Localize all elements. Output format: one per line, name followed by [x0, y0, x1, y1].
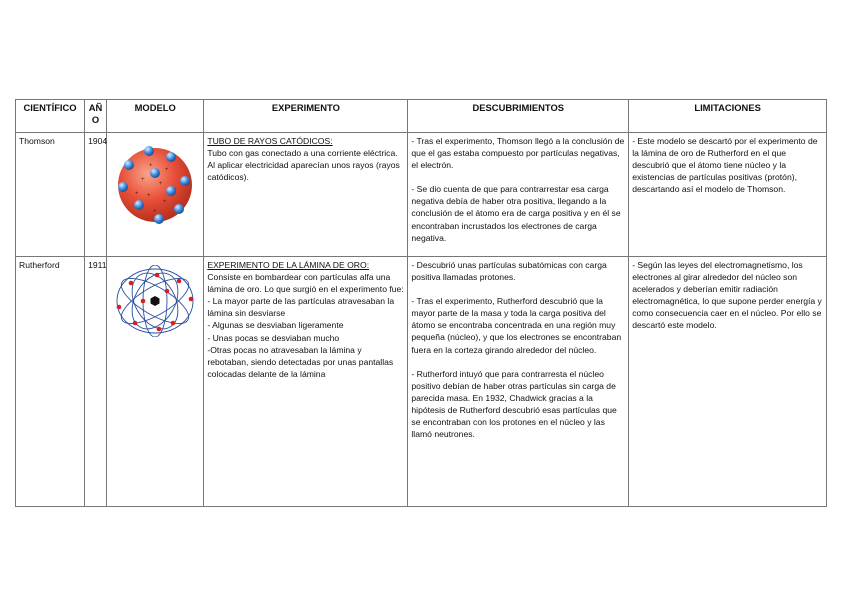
scientist-cell: Thomson	[16, 133, 85, 257]
experiment-text: - Unas pocas se desviaban mucho	[207, 332, 340, 343]
table-row-rutherford	[16, 257, 827, 507]
svg-text:+: +	[163, 199, 167, 205]
discovery-text: - Tras el experimento, Rutherford descubrió que la mayor parte de la masa y toda la carga positiva del átomo se encontraba concentrada en una región muy pequeña (núcleo), y que los electrones se encontraban fuera en la corteza girando alrededor del núcleo.	[411, 296, 622, 355]
header-scientist: CIENTÍFICO	[16, 100, 85, 133]
model-cell	[107, 133, 204, 257]
experiment-text: - La mayor parte de las partículas atravesaban la lámina sin desviarse	[207, 296, 395, 319]
svg-text:+: +	[149, 163, 153, 169]
limitations-cell	[629, 133, 827, 257]
header-limitations: LIMITACIONES	[629, 100, 827, 133]
rutherford-model-image	[113, 265, 197, 337]
header-model: MODELO	[107, 100, 204, 133]
scientist-cell: Rutherford	[16, 257, 85, 507]
limitation-text: - Este modelo se descartó por el experimento de la lámina de oro de Rutherford en el que descubrió que el átomo tiene núcleo y la existencias de partículas positivas (protón), descartando así el modelo de Thomson.	[632, 136, 818, 195]
svg-text:+: +	[147, 193, 151, 199]
nucleus	[151, 296, 160, 306]
svg-text:+: +	[141, 177, 145, 183]
experiment-title: EXPERIMENTO DE LA LÁMINA DE ORO:	[207, 260, 370, 270]
model-cell	[107, 257, 204, 507]
header-discoveries: DESCUBRIMIENTOS	[408, 100, 629, 133]
atomic-models-table	[15, 99, 827, 507]
discovery-text: - Descubrió unas partículas subatómicas con carga positiva llamadas protones.	[411, 260, 607, 283]
experiment-cell	[204, 133, 408, 257]
experiment-text: Tubo con gas conectado a una corriente eléctrica. Al aplicar electricidad aparecían unos rayos (rayos catódicos).	[207, 148, 400, 183]
discoveries-cell	[408, 257, 629, 507]
limitation-text: - Según las leyes del electromagnetismo, los electrones al girar alrededor del núcleo son acelerados y deberían emitir radiación electromagnética, lo que supone perder energía y como consecuencia caer en el núcleo. Por ello se descartó este modelo.	[632, 260, 822, 331]
discoveries-cell	[408, 133, 629, 257]
year-cell: 1911	[85, 257, 107, 507]
header-row	[16, 100, 827, 133]
discovery-text: - Se dio cuenta de que para contrarrestar esa carga negativa debía de haber otra positiva, llegando a la conclusión de el átomo era de carga positiva y en él se encontraban incrustados los electrones de carga negativa.	[411, 184, 621, 243]
experiment-text: -Otras pocas no atravesaban la lámina y rebotaban, siendo detectadas por unas pantallas colocadas delante de la lámina	[207, 344, 394, 379]
year-cell: 1904	[85, 133, 107, 257]
limitations-cell	[629, 257, 827, 507]
experiment-title: TUBO DE RAYOS CATÓDICOS:	[207, 136, 333, 146]
table-row-thomson	[16, 133, 827, 257]
experiment-cell	[204, 257, 408, 507]
header-year: AÑO	[85, 100, 107, 133]
svg-text:+: +	[135, 191, 139, 197]
thomson-model-image	[113, 141, 197, 225]
experiment-text: Consiste en bombardear con partículas alfa una lámina de oro. Lo que surgió en el experimento fue:	[207, 272, 404, 295]
discovery-text: - Tras el experimento, Thomson llegó a la conclusión de que el gas estaba compuesto por partículas negativas, el electrón.	[411, 136, 625, 171]
experiment-text: - Algunas se desviaban ligeramente	[207, 320, 344, 331]
header-experiment: EXPERIMENTO	[204, 100, 408, 133]
svg-text:+: +	[165, 167, 169, 173]
discovery-text: - Rutherford intuyó que para contrarresta el núcleo positivo debían de haber otras partículas sin carga de parecida masa. En 1932, Chadwick gracias a la hipótesis de Rutherford descubrió esas partículas que se encontraban con los protones en el núcleo y las llamó neutrones.	[411, 368, 617, 440]
svg-text:+: +	[159, 181, 163, 187]
svg-text:+: +	[153, 209, 157, 215]
